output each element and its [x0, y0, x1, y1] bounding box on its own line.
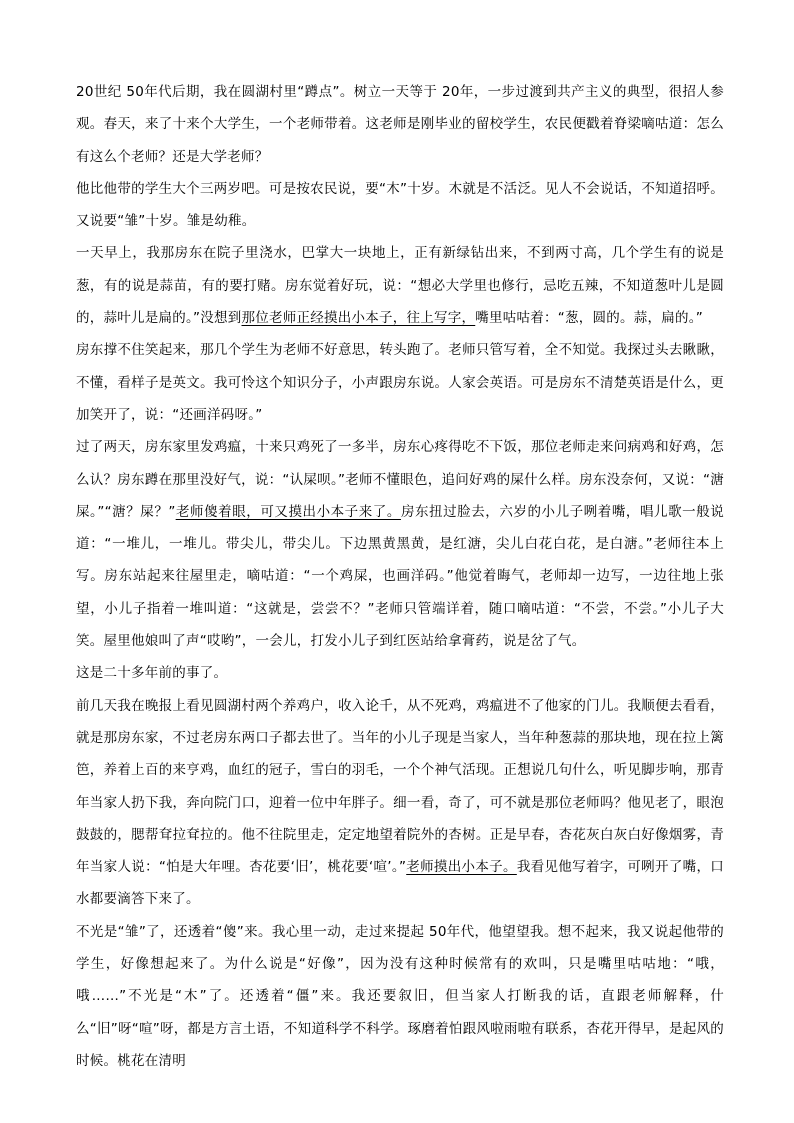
- paragraph-text: 过了两天，房东家里发鸡瘟，十来只鸡死了一多半，房东心疼得吃不下饭，那位老师走来问病鸡和好鸡，怎么认？房东蹲在那里没好气，说：“认屎呗。”老师不懂眼色，追问好鸡的屎什么样。房东没奈何，又说：“溏屎。”“溏？屎？”: [76, 439, 724, 520]
- paragraph-8: [76, 916, 724, 1077]
- underlined-text: 老师傻着眼，可又摸出小本子来了。: [175, 503, 401, 520]
- paragraph-7: [76, 690, 724, 916]
- paragraph-text: 房东扭过脸去，六岁的小儿子咧着嘴，唱儿歌一般说道：“一堆儿，一堆儿。带尖儿，带尖儿。下边黑黄黑黄，是红溏，尖儿白花白花，是白溏。”老师往本上写。房东站起来往屋里走，嘀咕道：“一个鸡屎，也画洋码。”他觉着晦气，老师却一边写，一边往地上张望，小儿子指着一堆叫道：“这就是，尝尝不？”老师只管端详着，随口嘀咕道：“不尝，不尝。”小儿子大笑。屋里他娘叫了声“哎哟”，一会儿，打发小儿子到红医站给拿膏药，说是岔了气。: [76, 503, 725, 650]
- paragraph-2: [76, 173, 724, 238]
- paragraph-5: [76, 431, 724, 657]
- paragraph-3: [76, 237, 724, 334]
- paragraph-1: [76, 76, 724, 173]
- paragraph-text: 嘴里咕咕着：“葱，圆的。蒜，扁的。”: [475, 310, 703, 327]
- paragraph-text: 这是二十多年前的事了。: [76, 665, 228, 682]
- paragraph-text: 我看见他写着字，可咧开了嘴，口水都要滴答下来了。: [76, 859, 725, 908]
- paragraph-4: [76, 334, 724, 431]
- paragraph-text: 20世纪 50年代后期，我在圆湖村里“蹲点”。树立一天等于 20年，一步过渡到共产主义的典型，很招人参观。春天，来了十来个大学生，一个老师带着。这老师是刚毕业的留校学生，农民便戳着脊梁嘀咕道：怎么有这么个老师？还是大学老师？: [76, 84, 724, 165]
- document-body: [76, 76, 724, 1077]
- underlined-text: 老师摸出小本子。: [406, 859, 517, 876]
- paragraph-text: 房东撑不住笑起来，那几个学生为老师不好意思，转头跑了。老师只管写着，全不知觉。我探过头去瞅瞅，不懂，看样子是英文。我可怜这个知识分子，小声跟房东说。人家会英语。可是房东不清楚英语是什么，更加笑开了，说：“还画洋码呀。”: [76, 342, 724, 423]
- paragraph-text: 不光是“雏”了，还透着“傻”来。我心里一动，走过来提起 50年代，他望望我。想不起来，我又说起他带的学生，好像想起来了。为什么说是“好像”，因为没有这种时候常有的欢叫，只是嘴里咕咕地：“哦，哦……”不光是“木”了。还透着“僵”来。我还要叙旧，但当家人打断我的话，直跟老师解释，什么“旧”呀“喧”呀，都是方言土语，不知道科学不科学。琢磨着怕跟风啦雨啦有联系，杏花开得早，是起风的时候。桃花在清明: [76, 923, 724, 1069]
- paragraph-text: 前几天我在晚报上看见圆湖村两个养鸡户，收入论千，从不死鸡，鸡瘟进不了他家的门儿。我顺便去看看，就是那房东家，不过老房东两口子都去世了。当年的小儿子现是当家人，当年种葱蒜的那块地，现在拉上篱笆，养着上百的来亨鸡，血红的冠子，雪白的羽毛，一个个神气活现。正想说几句什么，听见脚步响，那青年当家人扔下我，奔向院门口，迎着一位中年胖子。细一看，奇了，可不就是那位老师吗？他见老了，眼泡鼓鼓的，腮帮耷拉耷拉的。他不往院里走，定定地望着院外的杏树。正是早春，杏花灰白灰白好像烟雾，青年当家人说：“怕是大年哩。杏花要‘旧’，桃花要‘喧’。”: [76, 697, 724, 876]
- paragraph-text: 他比他带的学生大个三两岁吧。可是按农民说，要“木”十岁。木就是不活泛。见人不会说话，不知道招呼。又说要“雏”十岁。雏是幼稚。: [76, 180, 724, 230]
- underlined-text: 那位老师正经摸出小本子，往上写字，: [241, 310, 476, 327]
- paragraph-text: 一天早上，我那房东在院子里浇水，巴掌大一块地上，正有新绿钻出来，不到两寸高，几个学生有的说是葱，有的说是蒜苗，有的要打赌。房东觉着好玩，说：“想必大学里也修行，忌吃五辣，不知道葱叶儿是圆的，蒜叶儿是扁的。”没想到: [76, 245, 724, 327]
- paragraph-6: [76, 657, 724, 689]
